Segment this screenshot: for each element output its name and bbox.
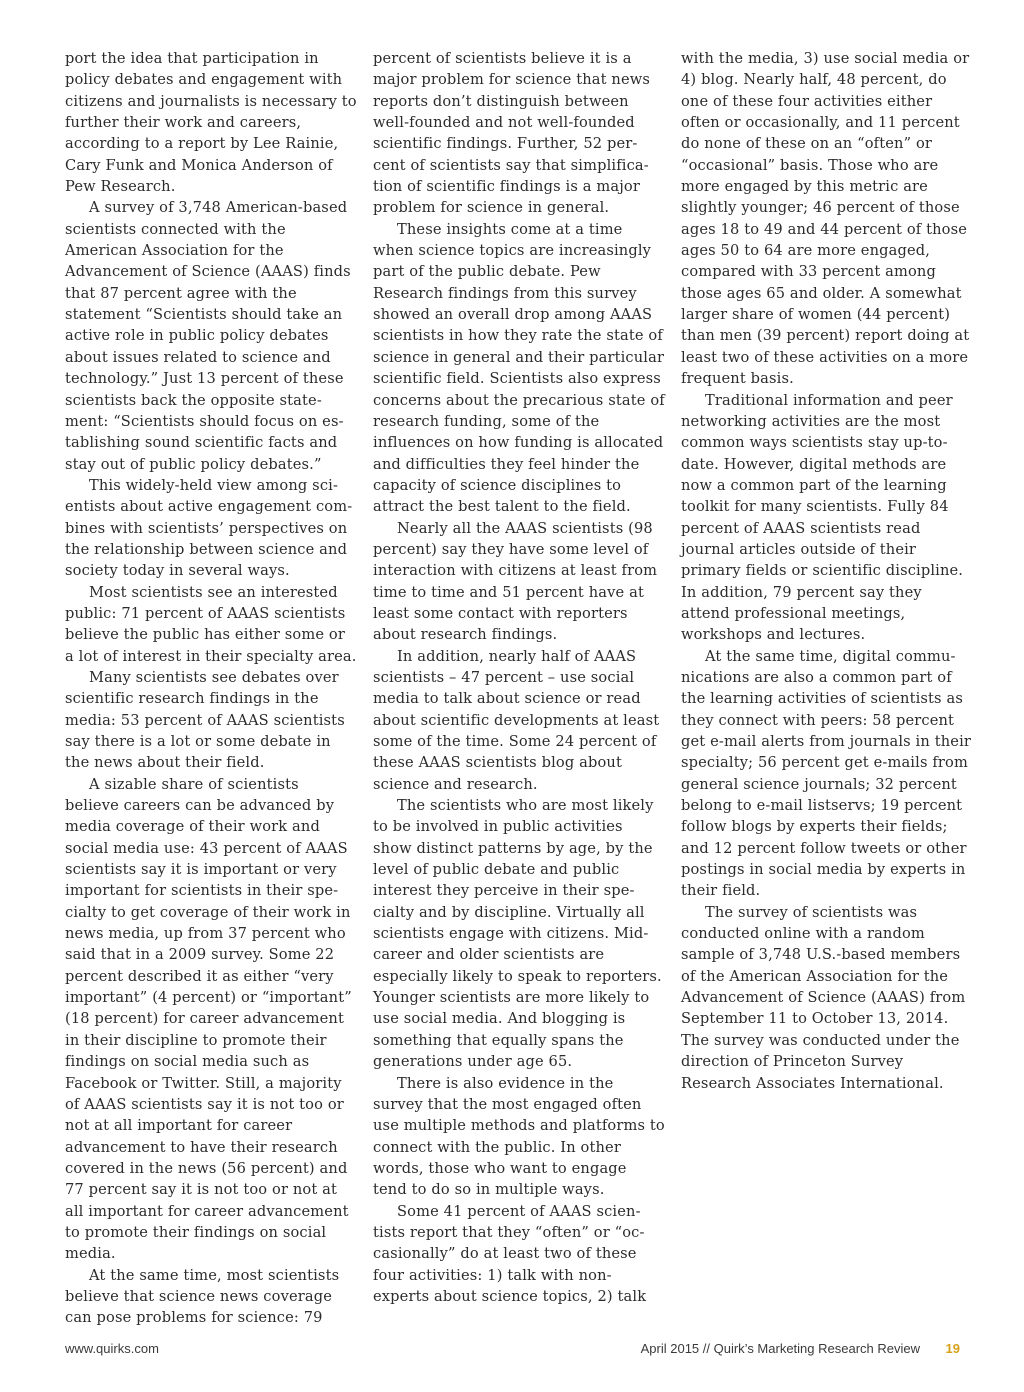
paragraph: At the same time, most scientists believe that science news coverage can pose problems for science: 79 — [65, 1266, 340, 1327]
text-column-2 — [373, 48, 665, 1307]
paragraph: Nearly all the AAAS scientists (98 percent) say they have some level of interaction with citizens at least from time to time and 51 percent have at least some contact with reporters about research findings. — [373, 519, 658, 644]
paragraph: port the idea that participation in policy debates and engagement with citizens and journalists is necessary to further their work and careers, according to a report by Lee Rainie, Cary Funk and Monica Anderson of Pew Research. — [65, 50, 357, 196]
website-link[interactable]: www.quirks.com — [65, 1341, 159, 1356]
paragraph: Traditional information and peer networking activities are the most common ways scientists stay up-to-date. However, digital methods are now a common part of the learning toolkit for many scientists. Fully 84 percent of AAAS scientists read journal articles outside of their primary fields or scientific discipline. In addition, 79 percent say they attend professional meetings, workshops and lectures. — [681, 391, 964, 644]
paragraph: This widely-held view among scientists about active engagement combines with scientists’ perspectives on the relationship between science and society today in several ways. — [65, 476, 353, 580]
paragraph: A survey of 3,748 American-based scientists connected with the American Association for the Advancement of Science (AAAS) finds that 87 percent agree with the statement “Scientists should take an active role in public policy debates about issues related to science and technology.” Just 13 percent of these scientists back the opposite statement: “Scientists should focus on establishing sound scientific facts and stay out of public policy debates.” — [65, 199, 351, 473]
text-column-1 — [65, 48, 357, 1329]
paragraph: In addition, nearly half of AAAS scientists – 47 percent – use social media to talk about science or read about scientific developments at least some of the time. Some 24 percent of these AAAS scientists blog about science and research. — [373, 647, 660, 793]
text-column-3 — [681, 48, 973, 1094]
issue-info: April 2015 // Quirk’s Marketing Research Review — [640, 1341, 920, 1356]
paragraph: percent of scientists believe it is a major problem for science that news reports don’t distinguish between well-founded and not well-founded scientific findings. Further, 52 percent of scientists say that simplification of scientific findings is a major problem for science in general. — [373, 50, 651, 217]
paragraph: Most scientists see an interested public: 71 percent of AAAS scientists believe the public has either some or a lot of interest in their specialty area. — [65, 583, 357, 665]
paragraph: At the same time, digital communications are also a common part of the learning activities of scientists as they connect with peers: 58 percent get e-mail alerts from journals in their specialty; 56 percent get e-mails from general science journals; 32 percent belong to e-mail listservs; 19 percent follow blogs by experts their fields; and 12 percent follow tweets or other postings in social media by experts in their field. — [681, 647, 972, 900]
paragraph: Many scientists see debates over scientific research findings in the media: 53 percent of AAAS scientists say there is a lot or some debate in the news about their field. — [65, 668, 345, 772]
paragraph: These insights come at a time when science topics are increasingly part of the public debate. Pew Research findings from this survey showed an overall drop among AAAS scientists in how they rate the state of science in general and their particular scientific field. Scientists also express concerns about the precarious state of research funding, some of the influences on how funding is allocated and difficulties they feel hinder the capacity of science disciplines to attract the best talent to the field. — [373, 220, 665, 516]
page-footer — [65, 1341, 960, 1361]
paragraph: Some 41 percent of AAAS scientists report that they “often” or “occasionally” do at least two of these four activities: 1) talk with non-experts about science topics, 2) talk — [373, 1202, 647, 1305]
paragraph: The scientists who are most likely to be involved in public activities show distinct patterns by age, by the level of public debate and public interest they perceive in their specialty and by discipline. Virtually all scientists engage with citizens. Mid-career and older scientists are especially likely to speak to reporters. Younger scientists are more likely to use social media. And blogging is something that equally spans the generations under age 65. — [373, 797, 662, 1071]
paragraph: with the media, 3) use social media or 4) blog. Nearly half, 48 percent, do one of these four activities either often or occasionally, and 11 percent do none of these on an “often” or “occasional” basis. Those who are more engaged by this metric are slightly younger; 46 percent of those ages 18 to 49 and 44 percent of those ages 50 to 64 are more engaged, compared with 33 percent among those ages 65 and older. A somewhat larger share of women (44 percent) than men (39 percent) report doing at least two of these activities on a more frequent basis. — [681, 50, 970, 388]
paragraph: A sizable share of scientists believe careers can be advanced by media coverage of their work and social media use: 43 percent of AAAS scientists say it is important or very important for scientists in their specialty to get coverage of their work in news media, up from 37 percent who said that in a 2009 survey. Some 22 percent described it as either “very important” (4 percent) or “important” (18 percent) for career advancement in their discipline to promote their findings on social media such as Facebook or Twitter. Still, a majority of AAAS scientists say it is not too or not at all important for career advancement to have their research covered in the news (56 percent) and 77 percent say it is not too or not at all important for career advancement to promote their findings on social media. — [65, 775, 352, 1263]
page-number: 19 — [945, 1341, 960, 1356]
paragraph: The survey of scientists was conducted online with a random sample of 3,748 U.S.-based members of the American Association for the Advancement of Science (AAAS) from September 11 to October 13, 2014. The survey was conducted under the direction of Princeton Survey Research Associates International. — [681, 903, 966, 1092]
paragraph: There is also evidence in the survey that the most engaged often use multiple methods and platforms to connect with the public. In other words, those who want to engage tend to do so in multiple ways. — [373, 1074, 665, 1199]
